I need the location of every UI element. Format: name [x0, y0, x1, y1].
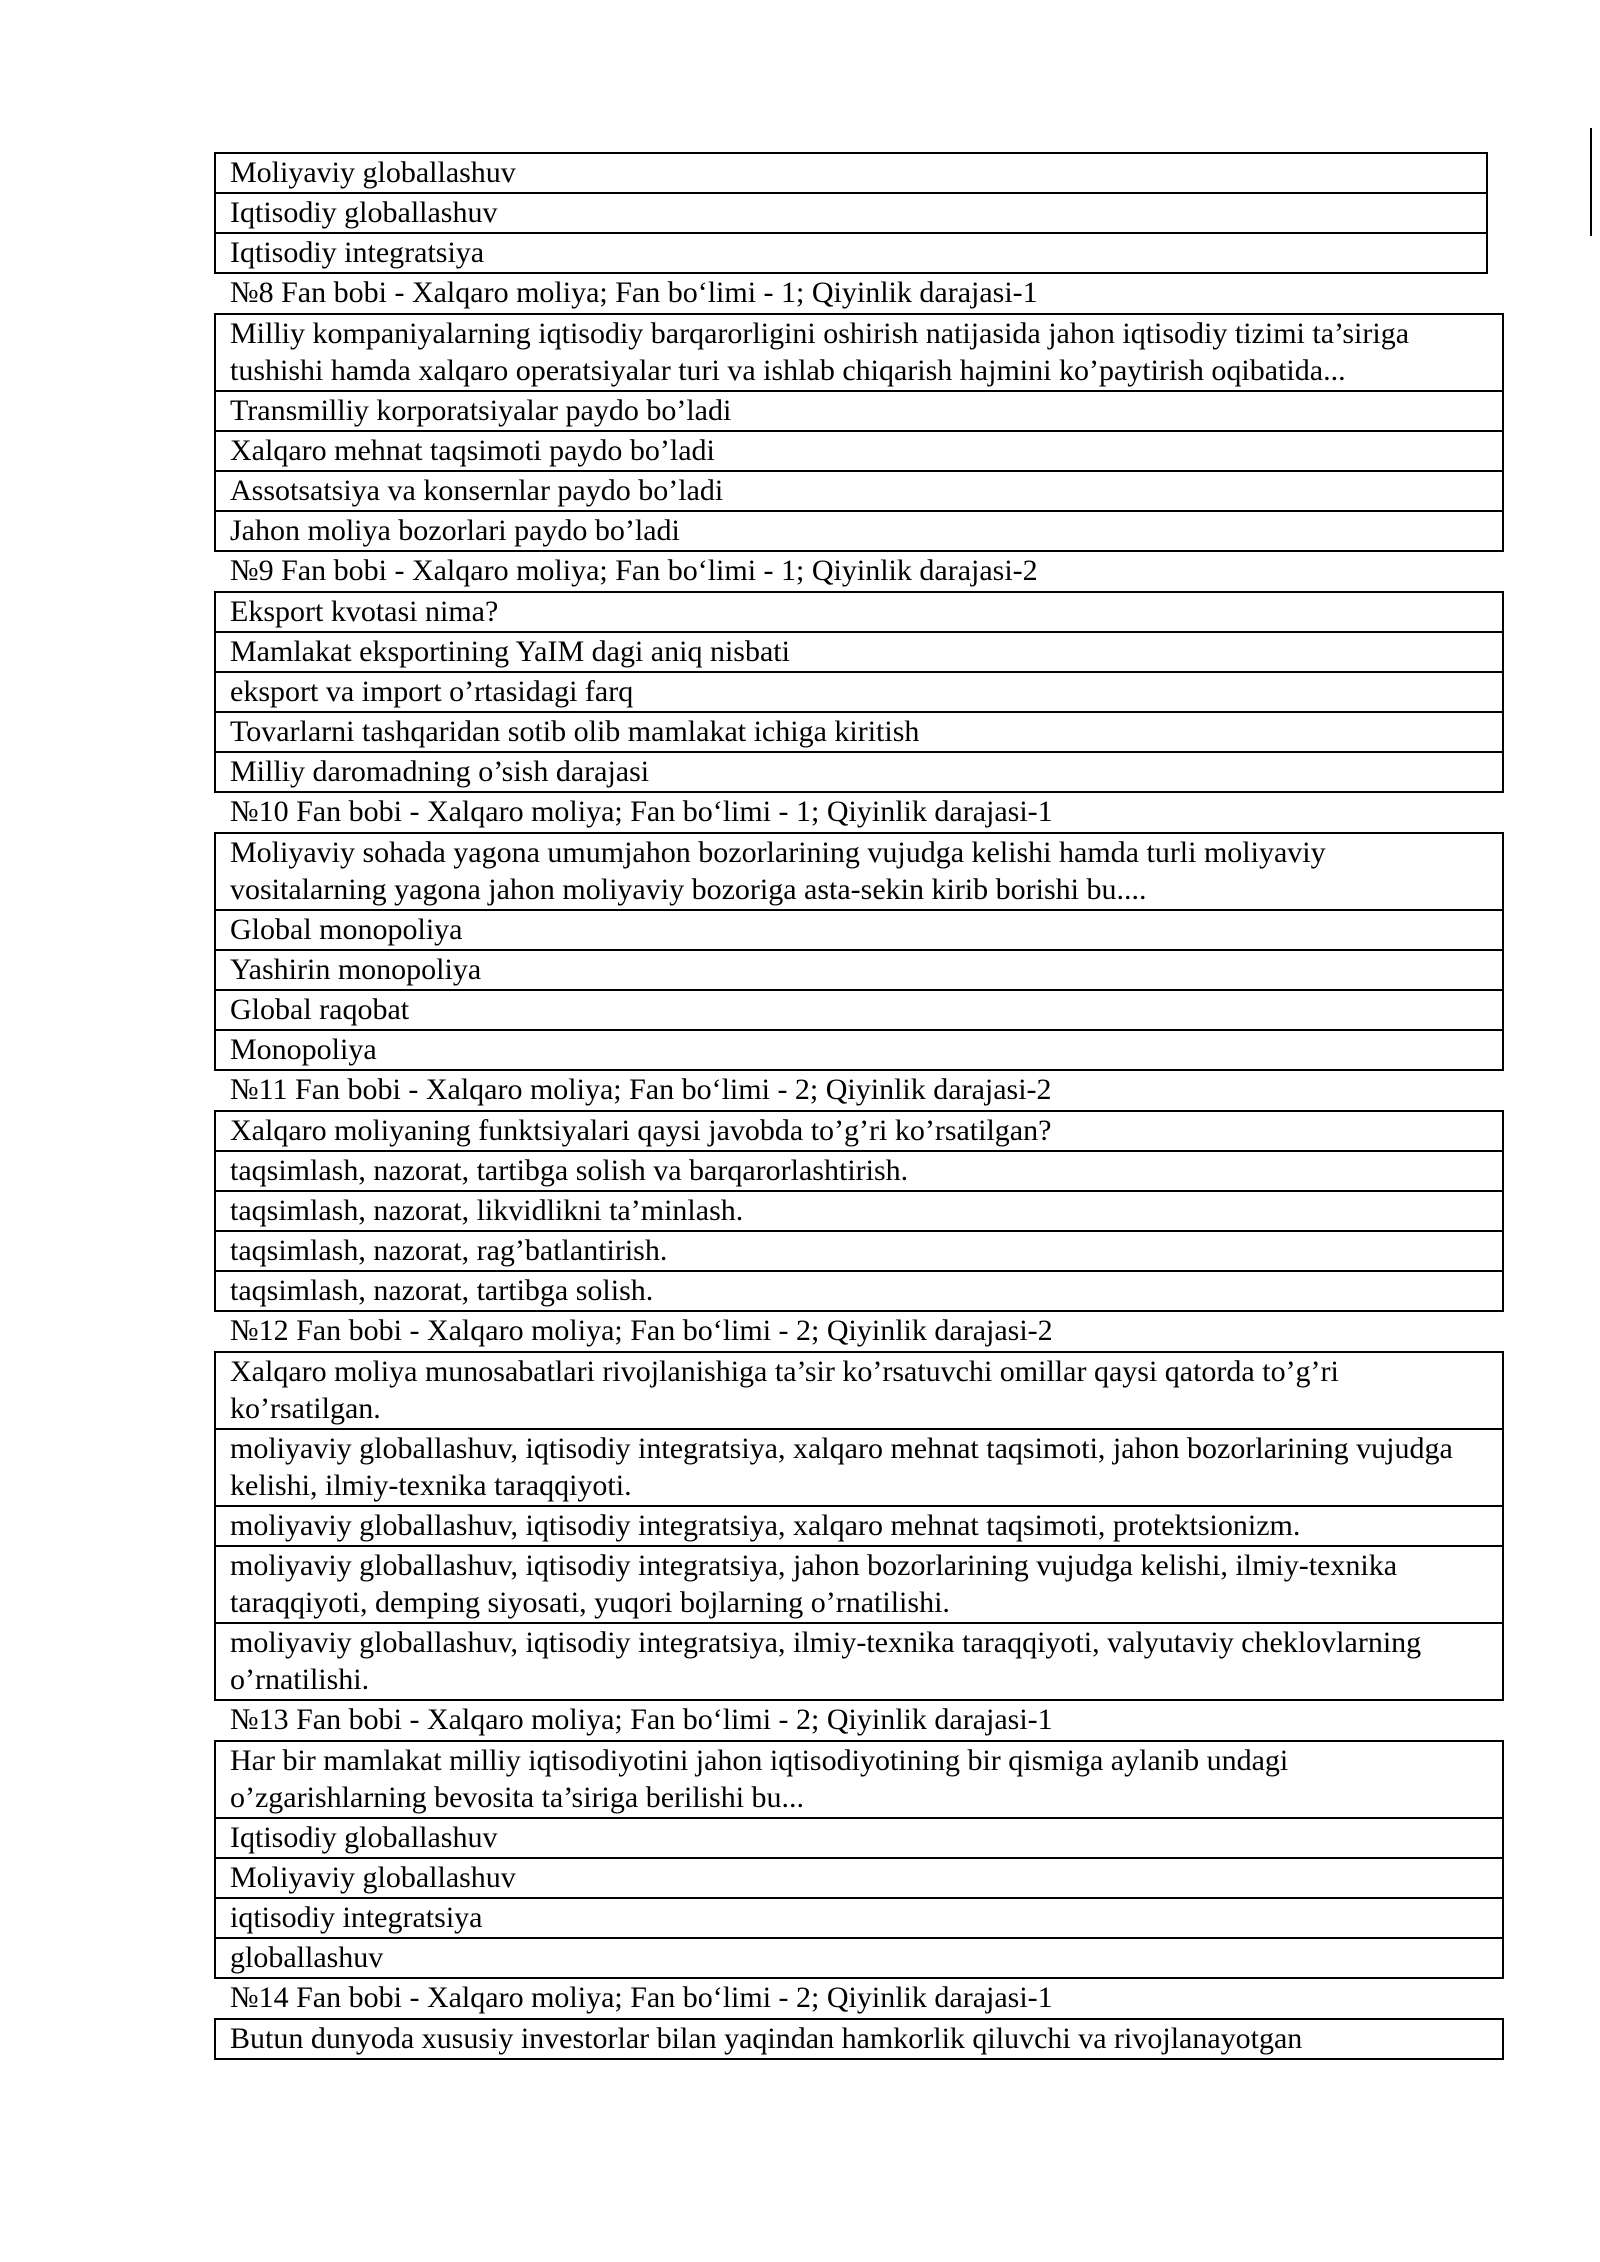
answer-option: Transmilliy korporatsiyalar paydo bo’ladi	[216, 392, 1502, 432]
answer-option: Global monopoliya	[216, 911, 1502, 951]
question-heading: №11 Fan bobi - Xalqaro moliya; Fan bo‘limi - 2; Qiyinlik darajasi-2	[230, 1073, 1052, 1106]
question-table	[214, 591, 1504, 793]
question-text: Eksport kvotasi nima?	[216, 593, 1502, 633]
question-table	[214, 1351, 1504, 1701]
question-text: Xalqaro moliya munosabatlari rivojlanishiga ta’sir ko’rsatuvchi omillar qaysi qatorda to’g’ri ko’rsatilgan.	[216, 1353, 1502, 1430]
question-text: Xalqaro moliyaning funktsiyalari qaysi javobda to’g’ri ko’rsatilgan?	[216, 1112, 1502, 1152]
answer-option: Yashirin monopoliya	[216, 951, 1502, 991]
page-edge-line	[1590, 128, 1592, 236]
question-heading: №8 Fan bobi - Xalqaro moliya; Fan bo‘limi - 1; Qiyinlik darajasi-1	[230, 276, 1038, 309]
answer-option: taqsimlash, nazorat, likvidlikni ta’minlash.	[216, 1192, 1502, 1232]
answer-option: moliyaviy globallashuv, iqtisodiy integratsiya, xalqaro mehnat taqsimoti, protektsionizm.	[216, 1507, 1502, 1547]
question-heading: №10 Fan bobi - Xalqaro moliya; Fan bo‘limi - 1; Qiyinlik darajasi-1	[230, 795, 1053, 828]
answer-option: Jahon moliya bozorlari paydo bo’ladi	[216, 512, 1502, 552]
answer-option: Moliyaviy globallashuv	[216, 1859, 1502, 1899]
answer-option: eksport va import o’rtasidagi farq	[216, 673, 1502, 713]
question-heading: №9 Fan bobi - Xalqaro moliya; Fan bo‘limi - 1; Qiyinlik darajasi-2	[230, 554, 1038, 587]
answer-option: taqsimlash, nazorat, tartibga solish.	[216, 1272, 1502, 1312]
question-text: Moliyaviy sohada yagona umumjahon bozorlarining vujudga kelishi hamda turli moliyaviy vositalarning yagona jahon moliyaviy bozoriga asta-sekin kirib borishi bu....	[216, 834, 1502, 911]
answer-option: taqsimlash, nazorat, tartibga solish va barqarorlashtirish.	[216, 1152, 1502, 1192]
answer-option: moliyaviy globallashuv, iqtisodiy integratsiya, jahon bozorlarining vujudga kelishi, ilmiy-texnika taraqqiyoti, demping siyosati, yuqori bojlarning o’rnatilishi.	[216, 1547, 1502, 1624]
answer-option: Tovarlarni tashqaridan sotib olib mamlakat ichiga kiritish	[216, 713, 1502, 753]
answer-option: Assotsatsiya va konsernlar paydo bo’ladi	[216, 472, 1502, 512]
question-table	[214, 1110, 1504, 1312]
question-table	[214, 313, 1504, 552]
table-row: Iqtisodiy integratsiya	[216, 234, 1486, 274]
question-text: Har bir mamlakat milliy iqtisodiyotini jahon iqtisodiyotining bir qismiga aylanib undagi o’zgarishlarning bevosita ta’siriga berilishi bu...	[216, 1742, 1502, 1819]
question-text: Butun dunyoda xususiy investorlar bilan yaqindan hamkorlik qiluvchi va rivojlanayotgan	[216, 2020, 1502, 2060]
question-heading: №14 Fan bobi - Xalqaro moliya; Fan bo‘limi - 2; Qiyinlik darajasi-1	[230, 1981, 1053, 2014]
answer-option: Global raqobat	[216, 991, 1502, 1031]
question-heading: №13 Fan bobi - Xalqaro moliya; Fan bo‘limi - 2; Qiyinlik darajasi-1	[230, 1703, 1053, 1736]
question-12	[214, 1312, 1504, 1701]
table-row: Iqtisodiy globallashuv	[216, 194, 1486, 234]
answer-option: iqtisodiy integratsiya	[216, 1899, 1502, 1939]
answer-option: taqsimlash, nazorat, rag’batlantirish.	[216, 1232, 1502, 1272]
question-10	[214, 793, 1504, 1071]
answer-table-top	[214, 152, 1488, 274]
answer-option: Milliy daromadning o’sish darajasi	[216, 753, 1502, 793]
question-table	[214, 1740, 1504, 1979]
question-8	[214, 274, 1504, 552]
question-table	[214, 2018, 1504, 2060]
answer-option: moliyaviy globallashuv, iqtisodiy integratsiya, ilmiy-texnika taraqqiyoti, valyutaviy cheklovlarning o’rnatilishi.	[216, 1624, 1502, 1701]
table-row: Moliyaviy globallashuv	[216, 154, 1486, 194]
answer-option: Iqtisodiy globallashuv	[216, 1819, 1502, 1859]
question-heading: №12 Fan bobi - Xalqaro moliya; Fan bo‘limi - 2; Qiyinlik darajasi-2	[230, 1314, 1053, 1347]
question-9	[214, 552, 1504, 793]
question-13	[214, 1701, 1504, 1979]
question-table	[214, 832, 1504, 1071]
question-14	[214, 1979, 1504, 2060]
answer-option: globallashuv	[216, 1939, 1502, 1979]
question-text: Milliy kompaniyalarning iqtisodiy barqarorligini oshirish natijasida jahon iqtisodiy tizimi ta’siriga tushishi hamda xalqaro operatsiyalar turi va ishlab chiqarish hajmini ko’paytirish oqibatida...	[216, 315, 1502, 392]
answer-option: Mamlakat eksportining YaIM dagi aniq nisbati	[216, 633, 1502, 673]
document-body	[214, 152, 1504, 2060]
answer-option: Monopoliya	[216, 1031, 1502, 1071]
question-11	[214, 1071, 1504, 1312]
answer-option: moliyaviy globallashuv, iqtisodiy integratsiya, xalqaro mehnat taqsimoti, jahon bozorlarining vujudga kelishi, ilmiy-texnika taraqqiyoti.	[216, 1430, 1502, 1507]
answer-option: Xalqaro mehnat taqsimoti paydo bo’ladi	[216, 432, 1502, 472]
